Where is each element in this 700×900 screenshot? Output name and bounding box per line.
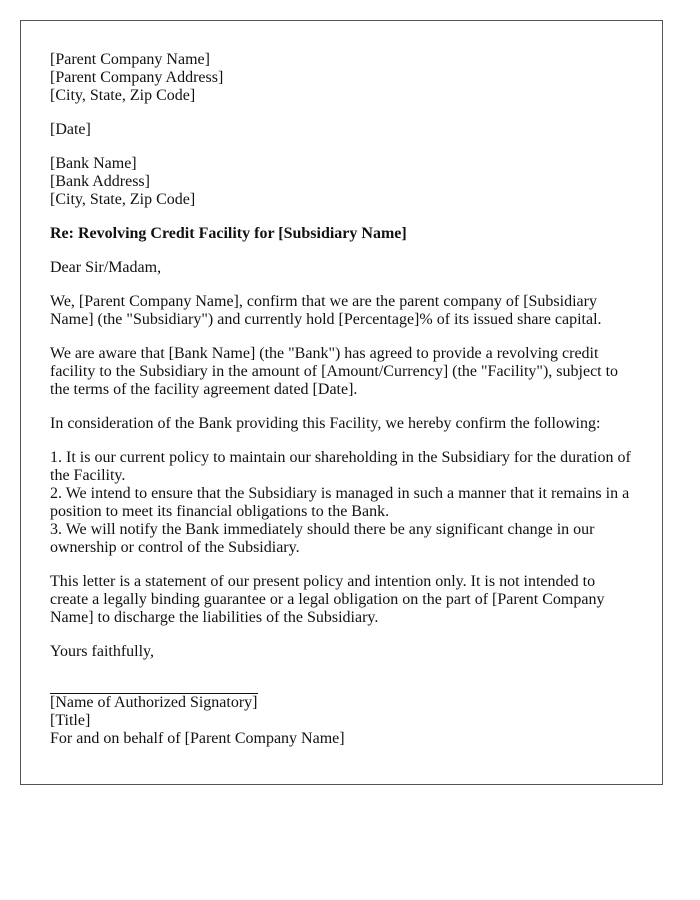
list-item: 1. It is our current policy to maintain our shareholding in the Subsidiary for the duration of the Facility. bbox=[50, 449, 631, 484]
list-item: 2. We intend to ensure that the Subsidiary is managed in such a manner that it remains in a position to meet its financial obligations to the Bank. bbox=[50, 485, 630, 520]
body-paragraph: In consideration of the Bank providing this Facility, we hereby confirm the following: bbox=[50, 415, 601, 432]
signatory-name: [Name of Authorized Signatory] bbox=[50, 694, 258, 711]
body-paragraph: We, [Parent Company Name], confirm that we are the parent company of [Subsidiary Name] (the "Subsidiary") and currently hold [Percentage]% of its issued share capital. bbox=[50, 293, 602, 328]
sender-city: [City, State, Zip Code] bbox=[50, 87, 196, 104]
subject-line: Re: Revolving Credit Facility for [Subsidiary Name] bbox=[50, 225, 407, 242]
sender-name: [Parent Company Name] bbox=[50, 51, 210, 68]
list-item: 3. We will notify the Bank immediately should there be any significant change in our ownership or control of the Subsidiary. bbox=[50, 521, 595, 556]
closing-paragraph: This letter is a statement of our present policy and intention only. It is not intended to create a legally binding guarantee or a legal obligation on the part of [Parent Company Name] to discharge the liabilities of the Subsidiary. bbox=[50, 573, 605, 626]
recipient-address bbox=[50, 155, 633, 209]
confirmation-list bbox=[50, 449, 633, 557]
recipient-name: [Bank Name] bbox=[50, 155, 137, 172]
letter-date: [Date] bbox=[50, 121, 91, 138]
signatory-title: [Title] bbox=[50, 712, 91, 729]
sender-address bbox=[50, 51, 633, 105]
salutation: Dear Sir/Madam, bbox=[50, 259, 162, 276]
on-behalf-of: For and on behalf of [Parent Company Name] bbox=[50, 730, 345, 747]
closing: Yours faithfully, bbox=[50, 643, 155, 660]
recipient-city: [City, State, Zip Code] bbox=[50, 191, 196, 208]
letter bbox=[20, 20, 663, 785]
signature-block bbox=[50, 694, 633, 748]
sender-street: [Parent Company Address] bbox=[50, 69, 224, 86]
recipient-street: [Bank Address] bbox=[50, 173, 150, 190]
body-paragraph: We are aware that [Bank Name] (the "Bank") has agreed to provide a revolving credit facility to the Subsidiary in the amount of [Amount/Currency] (the "Facility"), subject to the terms of the facility agreement dated [Date]. bbox=[50, 345, 619, 398]
